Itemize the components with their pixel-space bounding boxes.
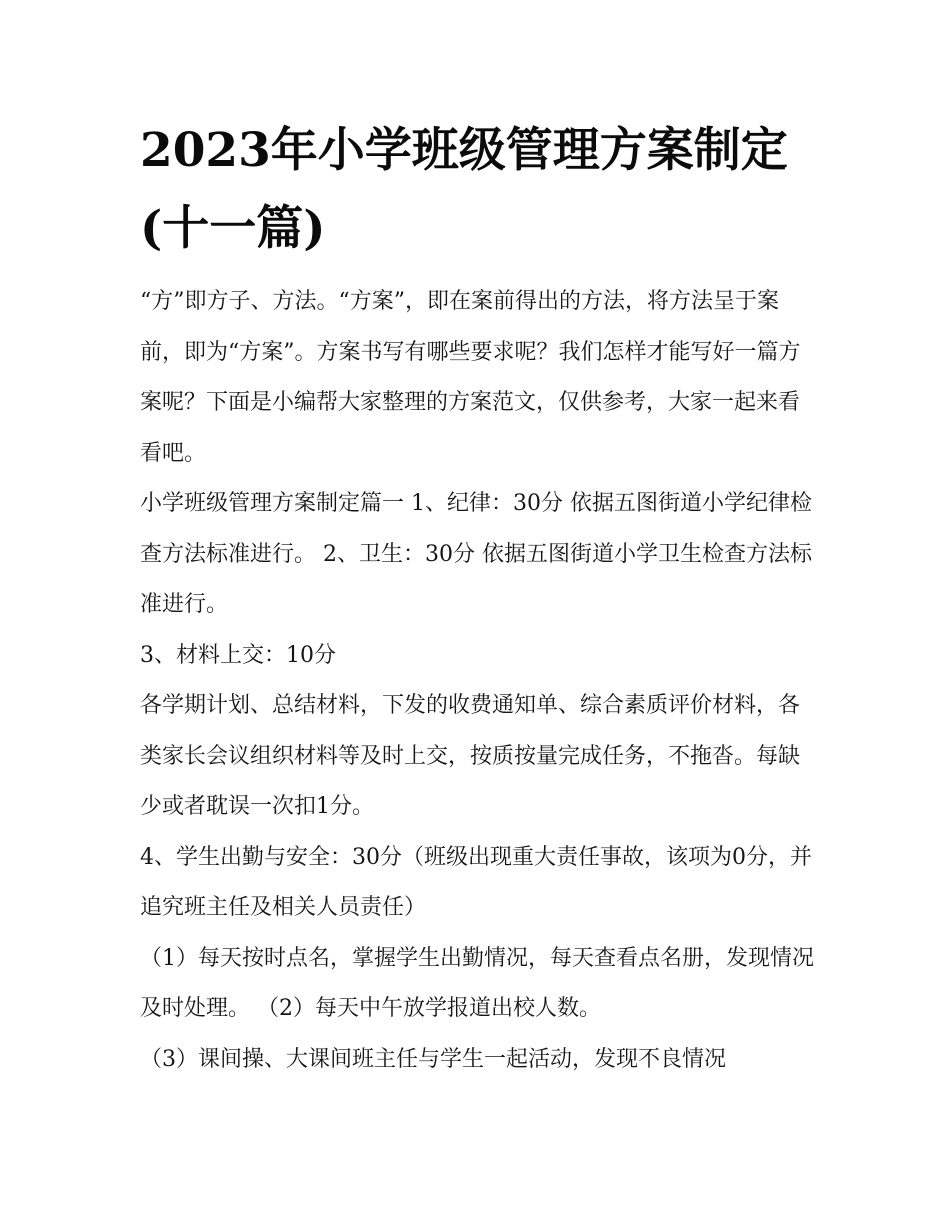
attendance-item-1-2: （1）每天按时点名，掌握学生出勤情况，每天查看点名册，发现情况及时处理。 （2）每天中午放学报道出校人数。 bbox=[140, 945, 814, 1021]
materials-paragraph: 各学期计划、总结材料，下发的收费通知单、综合素质评价材料，各类家长会议组织材料等及时上交，按质按量完成任务，不拖沓。每缺少或者耽误一次扣1分。 bbox=[140, 693, 801, 819]
section-one-paragraph: 小学班级管理方案制定篇一 1、纪律：30分 依据五图街道小学纪律检查方法标准进行。 2、卫生：30分 依据五图街道小学卫生检查方法标准进行。 bbox=[140, 491, 812, 617]
document-body bbox=[140, 277, 820, 1085]
attendance-heading-paragraph: 4、学生出勤与安全：30分（班级出现重大责任事故，该项为0分，并追究班主任及相关人员责任） bbox=[140, 844, 812, 920]
materials-heading: 3、材料上交：10分 bbox=[140, 642, 336, 668]
intro-paragraph: “方”即方子、方法。“方案”，即在案前得出的方法，将方法呈于案前，即为“方案”。方案书写有哪些要求呢？我们怎样才能写好一篇方案呢？下面是小编帮大家整理的方案范文，仅供参考，大家一起来看看吧。 bbox=[140, 289, 801, 466]
attendance-item-3: （3）课间操、大课间班主任与学生一起活动，发现不良情况 bbox=[140, 1046, 726, 1072]
document-title: 2023年小学班级管理方案制定(十一篇) bbox=[140, 123, 788, 256]
